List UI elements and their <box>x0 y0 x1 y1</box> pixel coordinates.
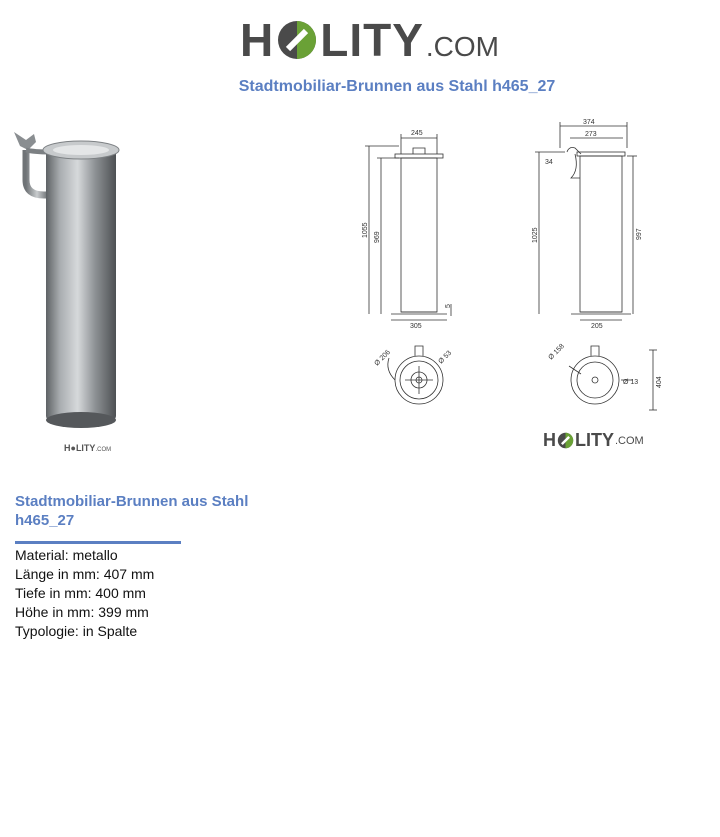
dim-side-total-width: 374 <box>583 119 595 126</box>
logo-text-h: H <box>240 14 275 66</box>
drawing-logo <box>543 430 644 451</box>
drawing-logo-suffix: .COM <box>615 434 644 447</box>
title-divider <box>15 541 181 544</box>
spec-height: Höhe in mm: 399 mm <box>15 604 149 620</box>
logo-suffix: .COM <box>425 31 500 62</box>
site-logo[interactable] <box>240 14 499 66</box>
dim-side-width: 273 <box>585 131 597 138</box>
dim-front-total-height: 1055 <box>362 222 369 238</box>
product-title: Stadtmobiliar-Brunnen aus Stahl h465_27 <box>15 493 249 529</box>
dim-side-body-height: 997 <box>636 228 643 240</box>
spec-length: Länge in mm: 407 mm <box>15 566 155 582</box>
dim-top-right-depth: 404 <box>656 376 663 388</box>
product-photo <box>6 120 126 435</box>
drawing-logo-o-icon <box>557 432 574 449</box>
technical-drawing <box>355 118 675 428</box>
photo-watermark <box>64 443 111 453</box>
drawing-logo-lity: LITY <box>575 430 614 450</box>
dim-front-width: 245 <box>411 130 423 137</box>
spec-list <box>15 546 154 641</box>
dim-side-spout: 34 <box>545 159 553 166</box>
dim-side-base: 205 <box>591 323 603 330</box>
spec-depth: Tiefe in mm: 400 mm <box>15 585 146 601</box>
dim-front-foot: 5 <box>445 304 452 308</box>
photo-watermark-lity: LITY <box>75 443 96 453</box>
dim-top-left-drain: Ø 53 <box>437 349 454 366</box>
dim-top-right-hole: Ø 13 <box>623 379 639 386</box>
photo-watermark-suffix: .COM <box>95 447 112 453</box>
drawing-logo-h: H <box>543 430 556 450</box>
logo-text-lity: LITY <box>320 14 424 66</box>
logo-o-mark-icon <box>276 19 318 61</box>
dim-front-base: 305 <box>410 323 422 330</box>
dim-top-right-diam: Ø 158 <box>547 342 566 362</box>
photo-watermark-o-icon: ● <box>70 443 76 453</box>
dim-side-total-height: 1025 <box>532 227 539 243</box>
spec-material: Material: metallo <box>15 547 118 563</box>
page-title: Stadtmobiliar-Brunnen aus Stahl h465_27 <box>238 78 556 95</box>
dim-front-body-height: 969 <box>374 231 381 243</box>
dim-top-left-diam: Ø 206 <box>373 348 392 368</box>
spec-type: Typologie: in Spalte <box>15 623 138 639</box>
photo-watermark-h: H <box>64 443 71 453</box>
